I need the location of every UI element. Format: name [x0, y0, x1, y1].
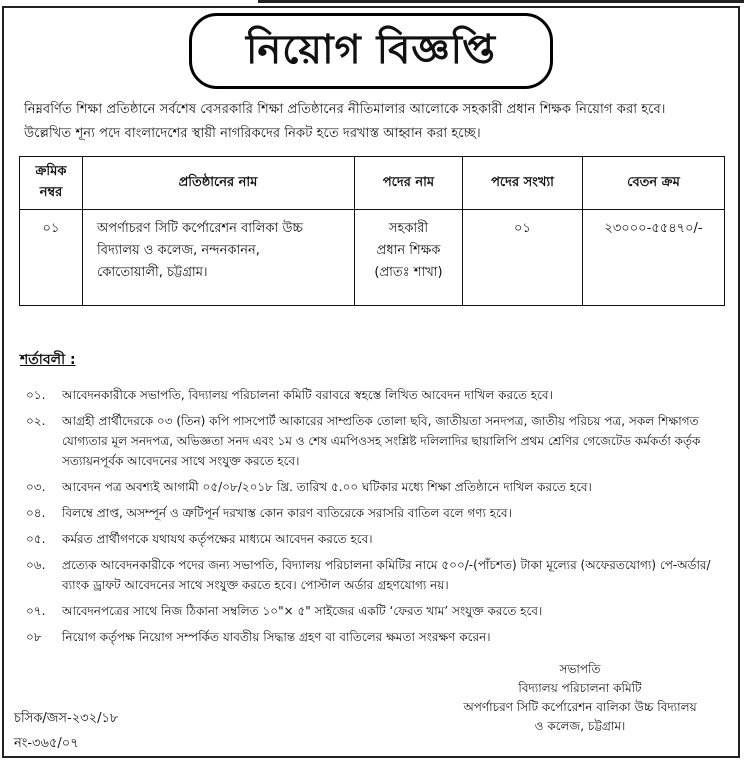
condition-number: ০৫.: [26, 532, 46, 546]
condition-text: প্রত্যেক আবেদনকারীকে পদের জন্য সভাপতি, বিদ্যালয় পরিচালনা কমিটির নামে ৫০০/-(পাঁচশত) টাকা মূল্যের (অফেরতযোগ্য) পে-অর্ডার/ব্যাংক ড্রাফট আবেদনের সাথে সংযুক্ত করতে হবে। পোস্টাল অর্ডার গ্রহণযোগ্য নয়।: [62, 558, 711, 592]
header-serial-line: নম্বর: [39, 185, 63, 200]
cell-serial: ০১: [20, 210, 83, 306]
cell-post: [355, 210, 463, 306]
condition-text: আগ্রহী প্রার্থীদেরকে ০৩ (তিন) কপি পাসপোর্ট আকারের সাম্প্রতিক তোলা ছবি, জাতীয়তা সনদপত্র, জাতীয় পরিচয় পত্র, সকল শিক্ষাগত যোগ্যতার মূল সনদপত্র, অভিজ্ঞতা সনদ এবং ১ম ও শেষ এমপিওসহ সংশ্লিষ্ট দলিলাদির ছায়ালিপি প্রথম শ্রেণির গেজেটেড কর্মকর্তা কর্তৃক সত্যায়নপূর্বক আবেদনের সাথে সংযুক্ত করতে হবে।: [62, 414, 701, 468]
condition-number: ০৪.: [26, 506, 46, 520]
table-row: [20, 210, 725, 306]
signature-block: [450, 660, 710, 736]
condition-number: ০৭.: [26, 604, 46, 618]
institution-line: কোতোয়ালী, চট্টগ্রাম।: [97, 265, 208, 280]
post-line: (প্রাতঃ শাখা): [374, 265, 443, 280]
header-serial: [20, 157, 83, 210]
condition-text: বিলম্বে প্রাপ্ত, অসম্পূর্ন ও ত্রুটিপূর্ন দরখাস্ত কোন কারণ ব্যতিরেকে সরাসরি বাতিল বলে গণ্য হবে।: [62, 506, 512, 520]
condition-number: ০৩.: [26, 480, 46, 494]
cell-count: ০১: [463, 210, 583, 306]
condition-item: [26, 627, 726, 647]
intro-paragraph: [24, 98, 724, 146]
header-post: পদের নাম: [355, 157, 463, 210]
condition-text: নিয়োগ কর্তৃপক্ষ নিয়োগ সম্পর্কিত যাবতীয় সিদ্ধান্ত গ্রহণ বা বাতিলের ক্ষমতা সংরক্ষণ করেন।: [62, 630, 491, 644]
signature-committee: বিদ্যালয় পরিচালনা কমিটি: [518, 681, 642, 695]
signature-institution: ও কলেজ, চট্টগ্রাম।: [534, 719, 626, 733]
header-institution: প্রতিষ্ঠানের নাম: [83, 157, 355, 210]
condition-item: [26, 555, 726, 595]
signature-institution: অপর্ণাচরণ সিটি কর্পোরেশন বালিকা উচ্চ বিদ্যালয়: [463, 700, 697, 714]
table-header-row: [20, 157, 725, 210]
condition-text: আবেদনপত্রের সাথে নিজ ঠিকানা সম্বলিত ১০"× ৫" সাইজের একটি ‘ফেরত খাম’ সংযুক্ত করতে হবে।: [62, 604, 543, 618]
condition-number: ০৮: [26, 630, 42, 644]
condition-item: [26, 385, 726, 405]
intro-line: উল্লেখিত শূন্য পদে বাংলাদেশের স্থায়ী নাগরিকদের নিকট হতে দরখাস্ত আহ্বান করা হচ্ছে।: [24, 126, 481, 141]
condition-number: ০২.: [26, 414, 46, 428]
conditions-list: [26, 385, 726, 653]
signature-role: সভাপতি: [559, 662, 601, 676]
institution-line: বিদ্যালয় ও কলেজ, নন্দনকানন,: [97, 243, 260, 258]
header-pay: বেতন ক্রম: [583, 157, 725, 210]
condition-item: [26, 529, 726, 549]
vacancy-table: [19, 156, 725, 306]
condition-item: [26, 411, 726, 471]
cell-institution: [83, 210, 355, 306]
post-line: প্রধান শিক্ষক: [376, 243, 441, 258]
condition-text: কর্মরত প্রার্থীগণকে যথাযথ কর্তৃপক্ষের মাধ্যমে আবেদন করতে হবে।: [62, 532, 373, 546]
institution-line: অপর্ণাচরণ সিটি কর্পোরেশন বালিকা উচ্চ: [97, 221, 303, 236]
condition-item: [26, 503, 726, 523]
condition-text: আবেদনকারীকে সভাপতি, বিদ্যালয় পরিচালনা কমিটি বরাবরে স্বহস্তে লিখিত আবেদন দাখিল করতে হবে।: [62, 388, 553, 402]
condition-number: ০১.: [26, 388, 46, 402]
reference-number: নং-৩৬৫/০৭: [14, 736, 79, 751]
condition-text: আবেদন পত্র অবশ্যই আগামী ০৫/০৮/২০১৮ খ্রি. তারিখ ৫.০০ ঘটিকার মধ্যে শিক্ষা প্রতিষ্ঠানে দাখিল করতে হবে।: [62, 480, 592, 494]
condition-item: [26, 477, 726, 497]
title-box: [189, 13, 553, 89]
cell-pay: ২৩০০০-৫৫৪৭০/-: [583, 210, 725, 306]
notice-title: নিয়োগ বিজ্ঞপ্তি: [245, 26, 496, 73]
header-count: পদের সংখ্যা: [463, 157, 583, 210]
post-line: সহকারী: [388, 221, 429, 236]
reference-block: [14, 706, 118, 756]
condition-number: ০৬.: [26, 558, 46, 572]
top-border-line: [258, 0, 744, 3]
intro-line: নিম্নবর্ণিত শিক্ষা প্রতিষ্ঠানে সর্বশেষ বেসরকারি শিক্ষা প্রতিষ্ঠানের নীতিমালার আলোকে সহকারী প্রধান শিক্ষক নিয়োগ করা হবে।: [24, 102, 666, 117]
condition-item: [26, 601, 726, 621]
reference-code: চসিক/জস-২৩২/১৮: [14, 711, 119, 726]
header-serial-line: ক্রমিক: [35, 164, 67, 179]
conditions-heading: শর্তাবলী :: [20, 352, 76, 368]
